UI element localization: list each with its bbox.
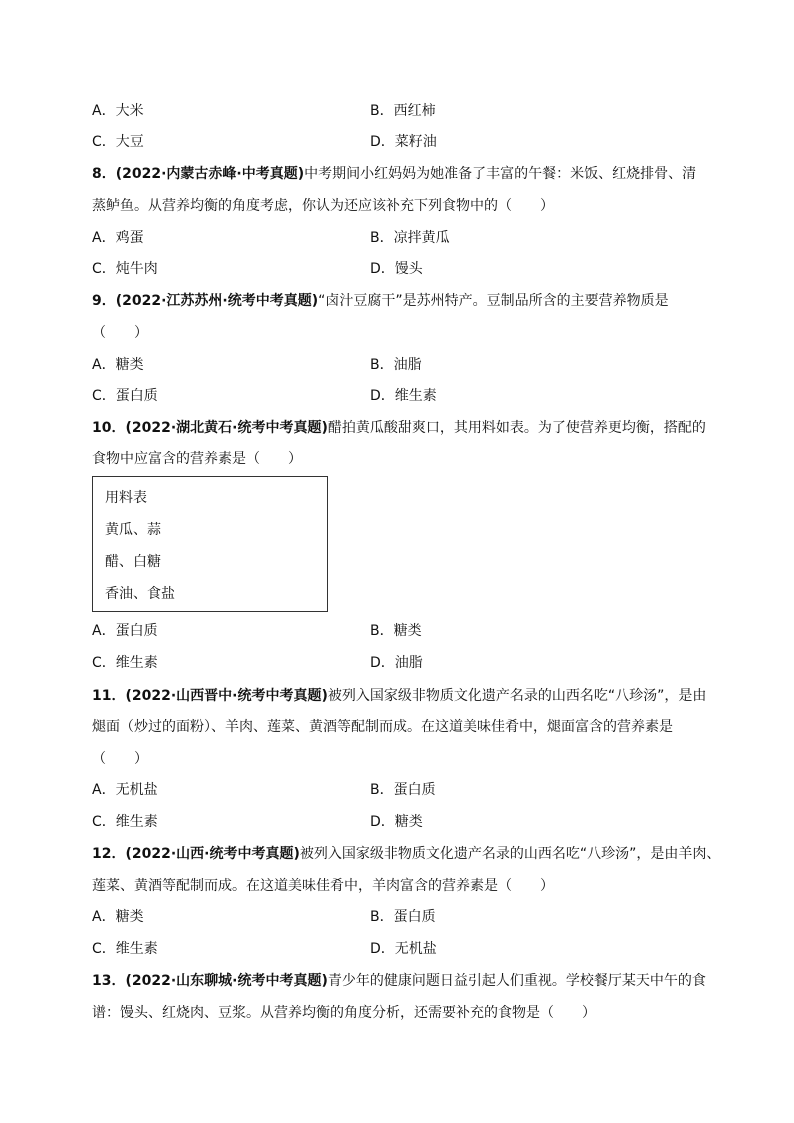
q8-option-a: A．鸡蛋 — [92, 230, 144, 246]
q10-source: (2022·湖北黄石·统考中考真题) — [125, 420, 328, 436]
q12-text-line1: 被列入国家级非物质文化遗产名录的山西名吃“八珍汤”，是由羊肉、 — [299, 846, 721, 862]
q10-stem-line2: 食物中应富含的营养素是（ ） — [92, 451, 302, 467]
q10-option-b: B．糖类 — [370, 623, 422, 639]
q7-option-b: B．西红柿 — [370, 103, 436, 119]
q12-option-b: B．蛋白质 — [370, 909, 436, 925]
q13-stem-line1 — [92, 971, 706, 991]
ingredient-row-3: 香油、食盐 — [105, 586, 175, 602]
q10-option-a: A．蛋白质 — [92, 623, 158, 639]
q11-option-a: A．无机盐 — [92, 782, 158, 798]
q9-option-a: A．糖类 — [92, 357, 144, 373]
q9-option-d: D．维生素 — [370, 388, 437, 404]
q12-option-c: C．维生素 — [92, 941, 158, 957]
q11-stem-line2: 煺面（炒过的面粉）、羊肉、莲菜、黄酒等配制而成。在这道美味佳肴中，煺面富含的营养素是 — [92, 719, 673, 735]
q12-number: 12． — [92, 846, 126, 862]
q11-source: (2022·山西晋中·统考中考真题) — [125, 688, 328, 704]
q12-stem-line2: 莲菜、黄酒等配制而成。在这道美味佳肴中，羊肉富含的营养素是（ ） — [92, 878, 554, 894]
q13-text-line1: 青少年的健康问题日益引起人们重视。学校餐厅某天中午的食 — [327, 973, 706, 989]
q9-option-c: C．蛋白质 — [92, 388, 158, 404]
q12-option-d: D．无机盐 — [370, 941, 437, 957]
q9-stem-line1 — [92, 291, 669, 311]
q9-number: 9． — [92, 293, 116, 309]
q11-stem-line1 — [92, 686, 706, 706]
q8-option-c: C．炖牛肉 — [92, 261, 158, 277]
q12-stem-line1 — [92, 844, 720, 864]
q8-source: (2022·内蒙古赤峰·中考真题) — [115, 166, 305, 182]
q8-option-d: D．馒头 — [370, 261, 423, 277]
q7-option-a: A．大米 — [92, 103, 144, 119]
q8-stem-line2: 蒸鲈鱼。从营养均衡的角度考虑，你认为还应该补充下列食物中的（ ） — [92, 198, 554, 214]
q10-option-d: D．油脂 — [370, 655, 423, 671]
q11-option-d: D．糖类 — [370, 814, 423, 830]
q8-text-line1: 中考期间小红妈妈为她准备了丰富的午餐：米饭、红烧排骨、清 — [304, 166, 697, 182]
ingredient-table-title: 用料表 — [105, 490, 147, 506]
q12-source: (2022·山西·统考中考真题) — [125, 846, 300, 862]
q13-source: (2022·山东聊城·统考中考真题) — [125, 973, 328, 989]
q9-source: (2022·江苏苏州·统考中考真题) — [115, 293, 319, 309]
q7-option-d: D．菜籽油 — [370, 134, 437, 150]
q9-option-b: B．油脂 — [370, 357, 422, 373]
q10-option-c: C．维生素 — [92, 655, 158, 671]
ingredient-row-2: 醋、白糖 — [105, 554, 161, 570]
q9-stem-line2: （ ） — [92, 325, 148, 341]
q8-stem-line1 — [92, 164, 696, 184]
q12-option-a: A．糖类 — [92, 909, 144, 925]
q11-text-line1: 被列入国家级非物质文化遗产名录的山西名吃“八珍汤”，是由 — [327, 688, 707, 704]
q10-stem-line1 — [92, 418, 706, 438]
ingredient-row-1: 黄瓜、蒜 — [105, 522, 161, 538]
q11-number: 11． — [92, 688, 126, 704]
q7-option-c: C．大豆 — [92, 134, 144, 150]
q13-stem-line2: 谱：馒头、红烧肉、豆浆。从营养均衡的角度分析，还需要补充的食物是（ ） — [92, 1005, 596, 1021]
ingredient-table — [92, 476, 328, 612]
q8-option-b: B．凉拌黄瓜 — [370, 230, 450, 246]
q8-number: 8． — [92, 166, 116, 182]
q10-text-line1: 醋拍黄瓜酸甜爽口，其用料如表。为了使营养更均衡，搭配的 — [327, 420, 706, 436]
q13-number: 13． — [92, 973, 126, 989]
q11-option-c: C．维生素 — [92, 814, 158, 830]
q10-number: 10． — [92, 420, 126, 436]
q11-option-b: B．蛋白质 — [370, 782, 436, 798]
q9-text-line1: “卤汁豆腐干”是苏州特产。豆制品所含的主要营养物质是 — [318, 293, 669, 309]
q11-stem-line3: （ ） — [92, 751, 148, 767]
